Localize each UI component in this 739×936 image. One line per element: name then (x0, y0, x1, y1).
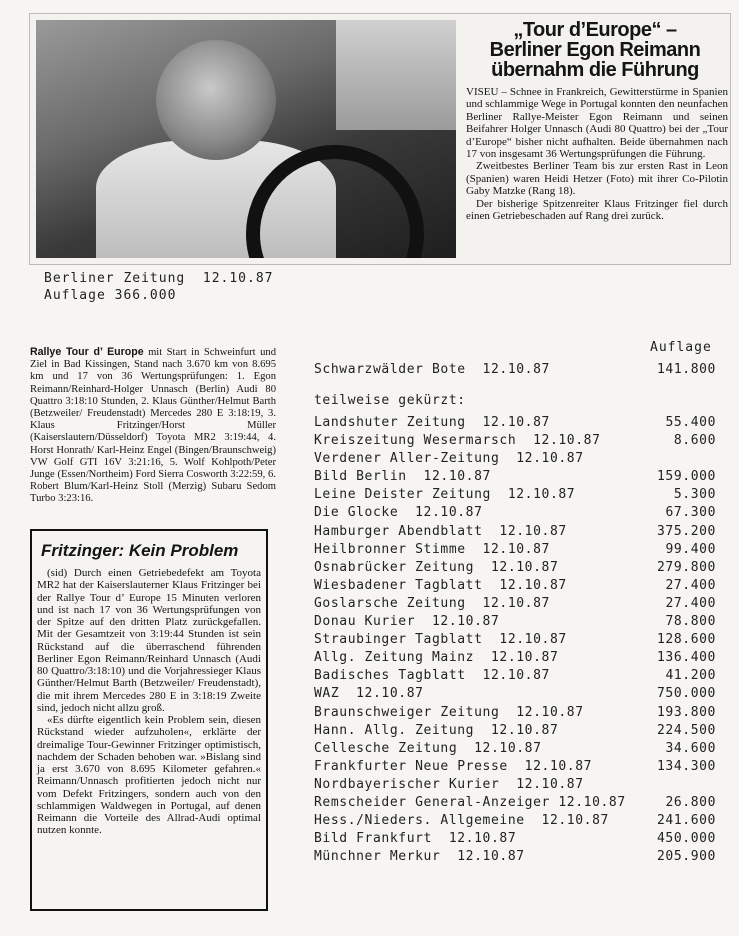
list-item (288, 685, 720, 703)
list-item (288, 468, 720, 486)
list-item (288, 577, 720, 595)
circulation-value: 26.800 (665, 794, 716, 810)
circulation-value: 159.000 (657, 469, 716, 485)
list-item (288, 613, 720, 631)
newspaper-name: Goslarsche Zeitung 12.10.87 (314, 595, 550, 611)
list-item (288, 758, 720, 776)
headline-line: übernahm die Führung (491, 59, 699, 81)
newspaper-name: Wiesbadener Tagblatt 12.10.87 (314, 577, 567, 593)
circulation-value: 41.200 (665, 668, 716, 684)
newspaper-name: Badisches Tagblatt 12.10.87 (314, 668, 550, 684)
newspaper-name: Osnabrücker Zeitung 12.10.87 (314, 559, 559, 575)
newspaper-name: Allg. Zeitung Mainz 12.10.87 (314, 650, 559, 666)
circulation-value: 78.800 (665, 614, 716, 630)
list-item (288, 649, 720, 667)
list-item (288, 523, 720, 541)
newspaper-name: Schwarzwälder Bote 12.10.87 (314, 362, 550, 377)
newspaper-name: Leine Deister Zeitung 12.10.87 (314, 487, 576, 503)
list-item (288, 722, 720, 740)
fritzinger-paragraph: «Es dürfte eigentlich kein Problem sein, diesen Rückstand wieder aufzuholen«, erklärte der dreimalige Tour-Gewinner Fritzinger optimistisch, nachdem der Schaden behoben war. »Bislang sind ja erst 3.670 von 8.695 Kilometer gefahren.« Reimann/Unnasch profitierten jedoch nicht nur vom Defekt Fritzingers, sondern auch von den schlammigen Waldwegen in Portugal, auf denen Reimann die Vorteile des Allrad-Audi optimal nutzen konnte. (37, 714, 261, 837)
fritzinger-headline: Fritzinger: Kein Problem (41, 541, 239, 560)
circulation-value: 67.300 (665, 505, 716, 521)
results-clipping (30, 346, 276, 506)
circulation-value: 134.300 (657, 758, 716, 774)
list-item (288, 794, 720, 812)
circulation-value: 5.300 (673, 487, 716, 503)
list-item (288, 504, 720, 522)
list-item (288, 704, 720, 722)
list-item (288, 432, 720, 450)
circulation-value: 136.400 (657, 650, 716, 666)
fritzinger-paragraph: (sid) Durch einen Getriebedefekt am Toyota MR2 hat der Kaiserslauterner Klaus Fritzinger bei der Rallye Tour d’ Europe 15 Minuten verloren und ist nach 17 von 36 Wertungsprüfungen von der Spitze auf den dritten Platz zurückgefallen. Mit der Gesamtzeit von 3:19:44 Stunden ist sein Rückstand auf die überraschend führenden Berliner Egon Reimann/Reinhard Unnasch (Audi 80 Quattro/3:18:10) und die Vorjahressieger Klaus Günther/Helmut Barth (Betzweiler/ Freudenstadt), die mit ihrem Mercedes 280 E in 3:18:19 Zweite sind, jedoch nicht allzu groß. (37, 567, 261, 714)
top-article-clipping (29, 13, 731, 265)
circulation-value: 27.400 (665, 577, 716, 593)
circulation-value: 34.600 (665, 740, 716, 756)
circulation-value: 99.400 (665, 541, 716, 557)
results-text: mit Start in Schweinfurt und Ziel in Bad Kissingen, Stand nach 3.670 km von 8.695 km und 17 von 36 Wertungsprüfungen: 1. Egon Reimann/Reinhard-Holger Unnasch (Berlin) Audi 80 Quattro 3:18:10 Stunden, 2. Klaus Günther/Helmut Barth (Betzweiler/ Freudenstadt) Mercedes 280 E 3:18:19, 3. Klaus Fritzinger/Horst Müller (Kaiserslautern/Düsseldorf) Toyota MR2 3:19:44, 4. Horst Honrath/ Karl-Heinz Engel (Bingen/Braunschweig) VW Golf GTI 16V 3:21:16, 5. Wolf Kohlpoth/Peter Junge (Essen/Northeim) Ford Sierra Cosworth 3:22:59, 6. Robert Blum/Karl-Heinz Stoll (Merzig) Subaru Sedom Turbo 3:23:16. (30, 347, 276, 505)
circulation-value: 8.600 (673, 433, 716, 449)
newspaper-name: Bild Berlin 12.10.87 (314, 469, 491, 485)
newspaper-name: Heilbronner Stimme 12.10.87 (314, 541, 550, 557)
newspaper-name: Bild Frankfurt 12.10.87 (314, 831, 517, 847)
circulation-value: 205.900 (657, 849, 716, 865)
list-item (288, 361, 720, 387)
newspaper-name: Kreiszeitung Wesermarsch 12.10.87 (314, 433, 601, 449)
circulation-header: Auflage (650, 340, 712, 355)
headline-line: Berliner Egon Reimann (489, 39, 701, 61)
newspaper-name: Donau Kurier 12.10.87 (314, 614, 500, 630)
list-subheading (288, 387, 720, 414)
newspaper-name: Nordbayerischer Kurier 12.10.87 (314, 776, 584, 792)
results-lead: Rallye Tour d’ Europe (30, 346, 144, 358)
article-paragraph: Der bisherige Spitzenreiter Klaus Fritzinger fiel durch einen Getriebeschaden auf Rang drei zurück. (466, 197, 728, 223)
newspaper-name: Cellesche Zeitung 12.10.87 (314, 740, 542, 756)
circulation-value: 450.000 (657, 831, 716, 847)
source-note (44, 270, 274, 304)
car-window (336, 20, 456, 130)
list-item (288, 486, 720, 504)
circulation-list (288, 361, 720, 866)
article-body (466, 86, 728, 222)
newspaper-name: Hamburger Abendblatt 12.10.87 (314, 523, 567, 539)
newspaper-name: Die Glocke 12.10.87 (314, 505, 483, 521)
circulation-rows (288, 414, 720, 866)
list-item (288, 450, 720, 468)
driver-head (156, 40, 276, 160)
list-item (288, 541, 720, 559)
newspaper-name: Landshuter Zeitung 12.10.87 (314, 415, 550, 430)
circulation-value: 375.200 (657, 523, 716, 539)
article-headline (466, 20, 724, 80)
newspaper-name: Braunschweiger Zeitung 12.10.87 (314, 704, 584, 720)
list-item (288, 595, 720, 613)
circulation-value: 27.400 (665, 595, 716, 611)
list-item (288, 414, 720, 432)
fritzinger-body (37, 567, 261, 837)
circulation-value: 55.400 (665, 415, 716, 430)
headline-line: „Tour d’Europe“ – (513, 19, 677, 41)
newspaper-name: Frankfurter Neue Presse 12.10.87 (314, 758, 593, 774)
article-paragraph: Zweitbestes Berliner Team bis zur ersten Rast in Leon (Spanien) waren Heidi Hetzer (Foto) mit ihrer Co-Pilotin Gaby Matzke (Rang 18). (466, 160, 728, 198)
list-item (288, 631, 720, 649)
list-item (288, 848, 720, 866)
circulation-value: 141.800 (657, 362, 716, 377)
newspaper-name: Verdener Aller-Zeitung 12.10.87 (314, 451, 584, 467)
list-item (288, 740, 720, 758)
list-item (288, 830, 720, 848)
newspaper-name: Hann. Allg. Zeitung 12.10.87 (314, 722, 559, 738)
newspaper-name: Straubinger Tagblatt 12.10.87 (314, 632, 567, 648)
circulation-value: 241.600 (657, 813, 716, 829)
circulation-value: 224.500 (657, 722, 716, 738)
circulation-value: 279.800 (657, 559, 716, 575)
article-paragraph: VISEU – Schnee in Frankreich, Gewitterstürme in Spanien und schlammige Wege in Portugal konnten den neunfachen Berliner Rallye-Meister Egon Reimann und seinen Beifahrer Holger Unnasch (Audi 80 Quattro) bei der „Tour d’Europe“ bisher nicht aufhalten. Beide übernahmen nach 17 von insgesamt 36 Wertungsprüfungen die Führung. (466, 86, 728, 161)
circulation-value: 128.600 (657, 632, 716, 648)
subheading-text: teilweise gekürzt: (314, 393, 466, 408)
newspaper-name: WAZ 12.10.87 (314, 686, 424, 702)
newspaper-name: Münchner Merkur 12.10.87 (314, 849, 525, 865)
source-note-line: Auflage 366.000 (44, 288, 177, 303)
source-note-line: Berliner Zeitung 12.10.87 (44, 271, 274, 286)
circulation-value: 750.000 (657, 686, 716, 702)
list-item (288, 776, 720, 794)
newspaper-name: Remscheider General-Anzeiger 12.10.87 (314, 794, 626, 810)
fritzinger-article-box (30, 529, 268, 911)
rally-driver-photo (36, 20, 456, 258)
newspaper-name: Hess./Nieders. Allgemeine 12.10.87 (314, 813, 609, 829)
list-item (288, 667, 720, 685)
circulation-value: 193.800 (657, 704, 716, 720)
list-item (288, 559, 720, 577)
list-item (288, 812, 720, 830)
